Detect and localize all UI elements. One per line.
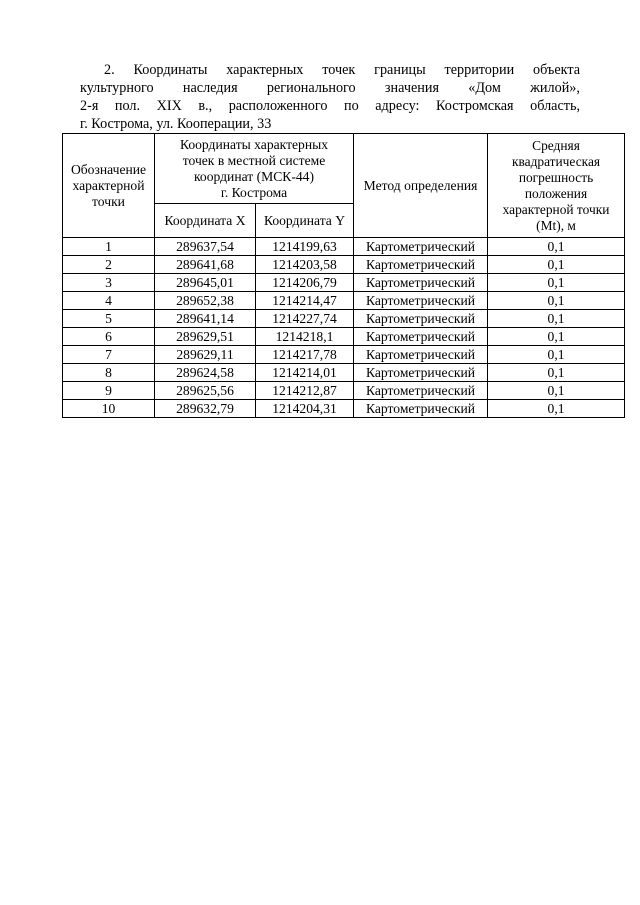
cell-x: 289629,11 — [155, 346, 256, 364]
cell-x: 289641,14 — [155, 310, 256, 328]
cell-x: 289625,56 — [155, 382, 256, 400]
cell-method: Картометрический — [354, 310, 488, 328]
cell-y: 1214214,01 — [256, 364, 354, 382]
header-coords-line: координат (МСК-44) — [194, 168, 315, 184]
heading-word: Костромская — [436, 98, 514, 114]
cell-y: 1214217,78 — [256, 346, 354, 364]
header-error — [488, 134, 625, 238]
cell-x: 289629,51 — [155, 328, 256, 346]
heading-word: 2. — [104, 62, 115, 78]
cell-error: 0,1 — [488, 328, 625, 346]
heading-word: точек — [322, 62, 356, 78]
table-row — [63, 310, 625, 328]
heading-word: «Дом — [468, 80, 501, 96]
cell-point: 9 — [63, 382, 155, 400]
cell-method: Картометрический — [354, 292, 488, 310]
heading-word: наследия — [182, 80, 238, 96]
cell-y: 1214214,47 — [256, 292, 354, 310]
cell-point: 8 — [63, 364, 155, 382]
heading-word: территории — [444, 62, 515, 78]
header-error-line: Средняя — [532, 137, 580, 153]
cell-point: 1 — [63, 238, 155, 256]
cell-y: 1214203,58 — [256, 256, 354, 274]
heading-word: границы — [374, 62, 426, 78]
heading-line-3 — [80, 97, 580, 115]
heading-word: регионального — [266, 80, 356, 96]
cell-y: 1214199,63 — [256, 238, 354, 256]
cell-error: 0,1 — [488, 310, 625, 328]
heading-word: в., — [198, 98, 213, 114]
cell-point: 5 — [63, 310, 155, 328]
heading-word: значения — [384, 80, 439, 96]
table-row — [63, 400, 625, 418]
table-row — [63, 346, 625, 364]
header-coord-x: Координата X — [155, 204, 256, 238]
cell-y: 1214218,1 — [256, 328, 354, 346]
cell-method: Картометрический — [354, 238, 488, 256]
cell-method: Картометрический — [354, 346, 488, 364]
cell-point: 6 — [63, 328, 155, 346]
table-row — [63, 382, 625, 400]
table-row — [63, 256, 625, 274]
header-error-line: характерной точки — [502, 201, 610, 217]
cell-point: 4 — [63, 292, 155, 310]
heading-word: культурного — [80, 80, 154, 96]
heading-word: XIX — [156, 98, 182, 114]
header-method: Метод определения — [354, 134, 488, 238]
table-row — [63, 292, 625, 310]
heading-line-1 — [80, 61, 580, 79]
cell-method: Картометрический — [354, 364, 488, 382]
table-row — [63, 274, 625, 292]
cell-y: 1214204,31 — [256, 400, 354, 418]
header-coord-y: Координата Y — [256, 204, 354, 238]
cell-x: 289632,79 — [155, 400, 256, 418]
header-point — [63, 134, 155, 238]
cell-point: 3 — [63, 274, 155, 292]
heading-line-2 — [80, 79, 580, 97]
heading-word: пол. — [114, 98, 141, 114]
cell-method: Картометрический — [354, 400, 488, 418]
header-error-line: (Mt), м — [536, 217, 576, 233]
heading-word: 2-я — [80, 98, 99, 114]
coordinates-table — [62, 133, 625, 418]
cell-error: 0,1 — [488, 400, 625, 418]
cell-y: 1214206,79 — [256, 274, 354, 292]
table-row — [63, 328, 625, 346]
header-error-line: погрешность — [518, 169, 594, 185]
heading-word: объекта — [533, 62, 580, 78]
header-coords-line: точек в местной системе — [182, 152, 326, 168]
cell-error: 0,1 — [488, 346, 625, 364]
heading-word: адресу: — [375, 98, 420, 114]
heading-word: расположенного — [228, 98, 328, 114]
heading-word: Координаты — [133, 62, 208, 78]
table-row — [63, 238, 625, 256]
cell-x: 289624,58 — [155, 364, 256, 382]
table-row — [63, 364, 625, 382]
cell-error: 0,1 — [488, 364, 625, 382]
header-point-line: Обозначение — [70, 161, 147, 177]
cell-y: 1214212,87 — [256, 382, 354, 400]
cell-point: 7 — [63, 346, 155, 364]
heading-word: область, — [530, 98, 580, 114]
header-coords-line: Координаты характерных — [179, 136, 329, 152]
header-error-line: положения — [524, 185, 588, 201]
cell-method: Картометрический — [354, 256, 488, 274]
cell-error: 0,1 — [488, 238, 625, 256]
cell-error: 0,1 — [488, 292, 625, 310]
cell-method: Картометрический — [354, 274, 488, 292]
cell-y: 1214227,74 — [256, 310, 354, 328]
cell-method: Картометрический — [354, 328, 488, 346]
header-coords-line: г. Кострома — [220, 184, 288, 200]
header-point-line: характерной — [72, 177, 145, 193]
heading-word: характерных — [226, 62, 304, 78]
header-coordinate-system — [155, 134, 354, 204]
header-point-line: точки — [92, 193, 125, 209]
cell-error: 0,1 — [488, 274, 625, 292]
section-heading — [80, 61, 580, 133]
cell-x: 289645,01 — [155, 274, 256, 292]
heading-line-4: г. Кострома, ул. Кооперации, 33 — [80, 116, 272, 132]
cell-point: 10 — [63, 400, 155, 418]
heading-word: по — [344, 98, 359, 114]
cell-error: 0,1 — [488, 382, 625, 400]
cell-x: 289652,38 — [155, 292, 256, 310]
cell-x: 289641,68 — [155, 256, 256, 274]
header-error-line: квадратическая — [511, 153, 601, 169]
cell-point: 2 — [63, 256, 155, 274]
cell-x: 289637,54 — [155, 238, 256, 256]
cell-error: 0,1 — [488, 256, 625, 274]
cell-method: Картометрический — [354, 382, 488, 400]
heading-word: жилой», — [530, 80, 580, 96]
